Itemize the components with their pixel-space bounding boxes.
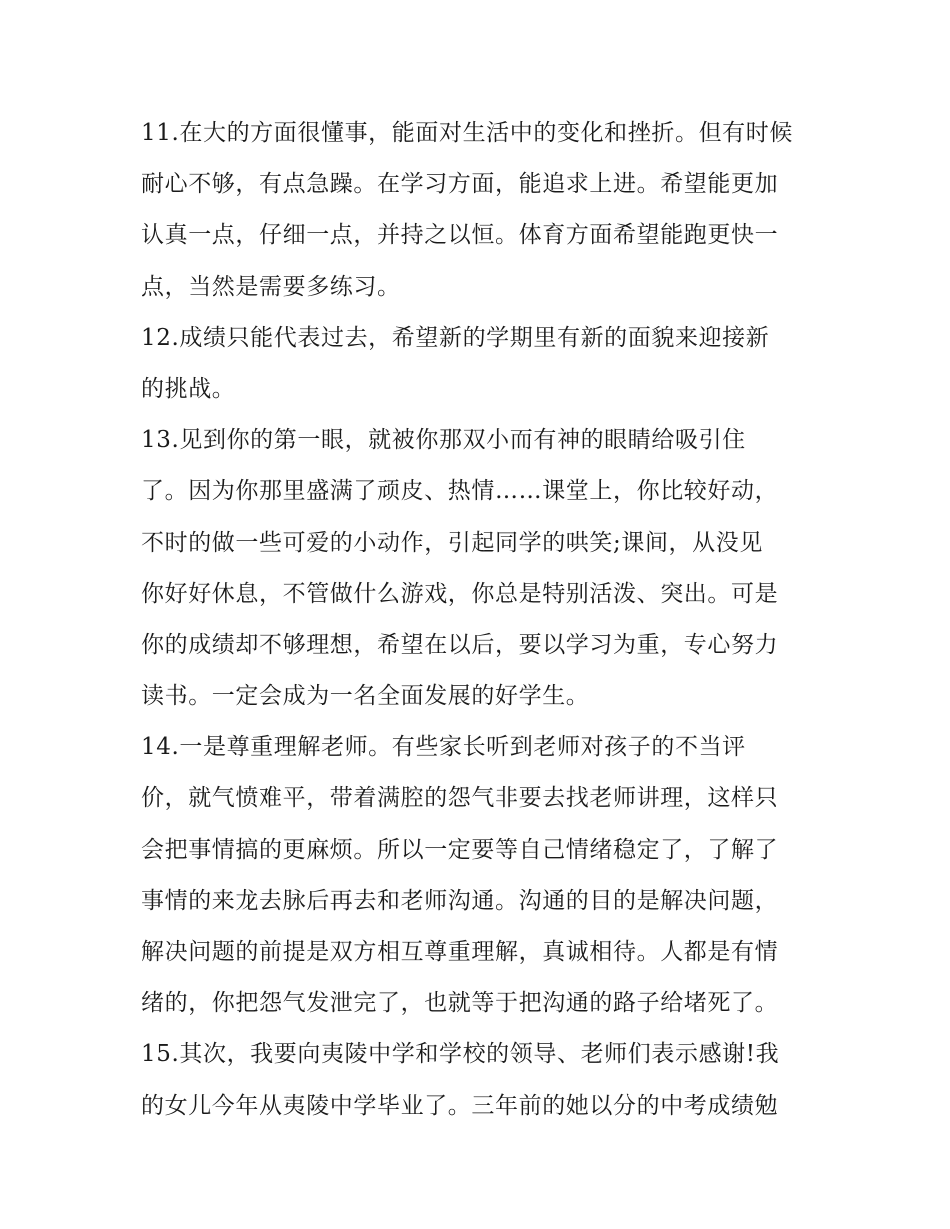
text-line: 不时的做一些可爱的小动作，引起同学的哄笑;课间，从没见 xyxy=(141,529,763,556)
document-body xyxy=(141,108,813,1132)
text-line: 了。因为你那里盛满了顽皮、热情……课堂上，你比较好动， xyxy=(141,478,779,505)
text-line: 的女儿今年从夷陵中学毕业了。三年前的她以分的中考成绩勉 xyxy=(141,1092,779,1119)
text-line: 13.见到你的第一眼，就被你那双小而有神的眼睛给吸引住 xyxy=(141,427,746,454)
text-line: 会把事情搞的更麻烦。所以一定要等自己情绪稳定了，了解了 xyxy=(141,836,779,863)
text-line: 的挑战。 xyxy=(141,375,236,402)
text-line: 解决问题的前提是双方相互尊重理解，真诚相待。人都是有情 xyxy=(141,939,779,965)
text-line: 耐心不够，有点急躁。在学习方面，能追求上进。希望能更加 xyxy=(141,171,779,198)
text-line: 12.成绩只能代表过去，希望新的学期里有新的面貌来迎接新 xyxy=(141,324,770,351)
text-line: 价，就气愤难平，带着满腔的怨气非要去找老师讲理，这样只 xyxy=(141,785,779,812)
text-line: 14.一是尊重理解老师。有些家长听到老师对孩子的不当评 xyxy=(141,734,746,761)
text-line: 事情的来龙去脉后再去和老师沟通。沟通的目的是解决问题， xyxy=(141,887,779,914)
text-line: 15.其次，我要向夷陵中学和学校的领导、老师们表示感谢!我 xyxy=(141,1041,780,1068)
text-line: 你的成绩却不够理想，希望在以后，要以学习为重，专心努力 xyxy=(141,631,779,658)
text-line: 11.在大的方面很懂事，能面对生活中的变化和挫折。但有时候 xyxy=(141,120,793,146)
text-line: 认真一点，仔细一点，并持之以恒。体育方面希望能跑更快一 xyxy=(141,222,779,249)
text-line: 点，当然是需要多练习。 xyxy=(141,273,401,300)
text-line: 你好好休息，不管做什么游戏，你总是特别活泼、突出。可是 xyxy=(141,580,779,607)
text-line: 读书。一定会成为一名全面发展的好学生。 xyxy=(141,683,590,710)
text-line: 绪的，你把怨气发泄完了，也就等于把沟通的路子给堵死了。 xyxy=(141,990,779,1017)
